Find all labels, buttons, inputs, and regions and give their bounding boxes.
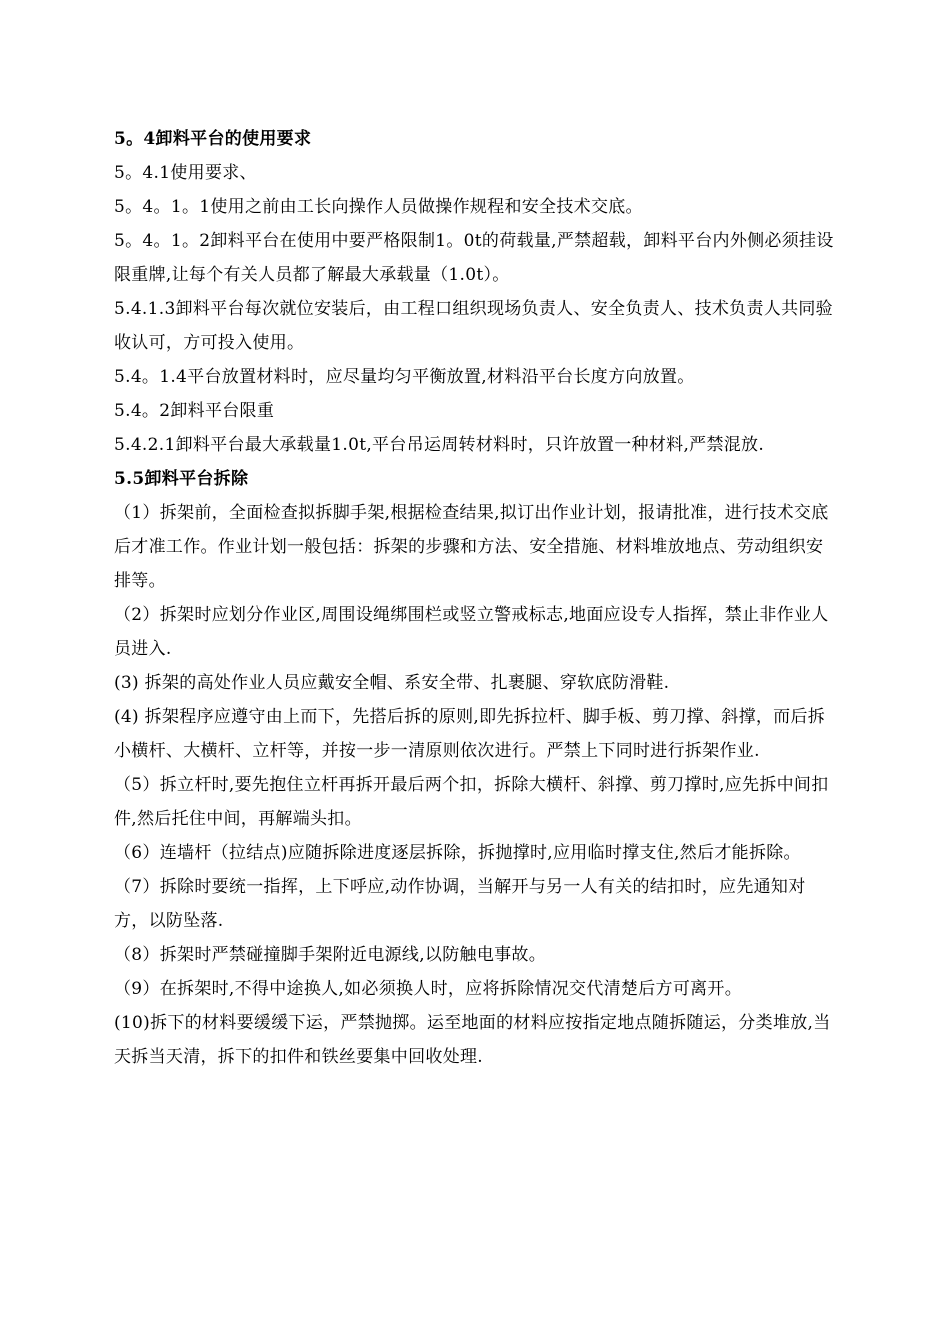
list-item-9: （9）在拆架时,不得中途换人,如必须换人时，应将拆除情况交代清楚后方可离开。 (114, 979, 743, 999)
section-5-5-heading: 5.5卸料平台拆除 (114, 469, 249, 489)
list-item-3: (3) 拆架的高处作业人员应戴安全帽、系安全带、扎裹腿、穿软底防滑鞋. (114, 673, 670, 693)
paragraph-5-4-1-1: 5。4。1。1使用之前由工长向操作人员做操作规程和安全技术交底。 (114, 197, 643, 217)
list-item-5: （5）拆立杆时,要先抱住立杆再拆开最后两个扣，拆除大横杆、斜撑、剪刀撑时,应先拆中间扣件,然后托住中间，再解端头扣。 (114, 775, 829, 829)
list-item-8: （8）拆架时严禁碰撞脚手架附近电源线,以防触电事故。 (114, 945, 547, 965)
list-item-1: （1）拆架前，全面检查拟拆脚手架,根据检查结果,拟订出作业计划，报请批准，进行技术交底后才准工作。作业计划一般包括：拆架的步骤和方法、安全措施、材料堆放地点、劳动组织安排等。 (114, 503, 829, 591)
list-item-2: （2）拆架时应划分作业区,周围设绳绑围栏或竖立警戒标志,地面应设专人指挥，禁止非作业人员进入. (114, 605, 829, 659)
paragraph-5-4-1-3: 5.4.1.3卸料平台每次就位安装后，由工程口组织现场负责人、安全负责人、技术负责人共同验收认可，方可投入使用。 (114, 299, 833, 353)
paragraph-5-4-1: 5。4.1使用要求、 (114, 163, 257, 183)
paragraph-5-4-2: 5.4。2卸料平台限重 (114, 401, 275, 421)
list-item-10: (10)拆下的材料要缓缓下运，严禁抛掷。运至地面的材料应按指定地点随拆随运，分类堆放,当天拆当天清，拆下的扣件和铁丝要集中回收处理. (114, 1013, 831, 1067)
paragraph-5-4-2-1: 5.4.2.1卸料平台最大承载量1.0t,平台吊运周转材料时，只许放置一种材料,严禁混放. (114, 435, 765, 455)
document-body (114, 122, 840, 1074)
list-item-4: (4) 拆架程序应遵守由上而下，先搭后拆的原则,即先拆拉杆、脚手板、剪刀撑、斜撑，而后拆小横杆、大横杆、立杆等，并按一步一清原则依次进行。严禁上下同时进行拆架作业. (114, 707, 826, 761)
paragraph-5-4-1-4: 5.4。1.4平台放置材料时，应尽量均匀平衡放置,材料沿平台长度方向放置。 (114, 367, 695, 387)
list-item-6: （6）连墙杆（拉结点)应随拆除进度逐层拆除，拆抛撑时,应用临时撑支住,然后才能拆除。 (114, 843, 801, 863)
paragraph-5-4-1-2: 5。4。1。2卸料平台在使用中要严格限制1。0t的荷载量,严禁超载，卸料平台内外侧必须挂设限重牌,让每个有关人员都了解最大承载量（1.0t）。 (114, 231, 834, 285)
list-item-7: （7）拆除时要统一指挥，上下呼应,动作协调，当解开与另一人有关的结扣时，应先通知对方，以防坠落. (114, 877, 806, 931)
section-5-4-heading: 5。4卸料平台的使用要求 (114, 129, 312, 149)
